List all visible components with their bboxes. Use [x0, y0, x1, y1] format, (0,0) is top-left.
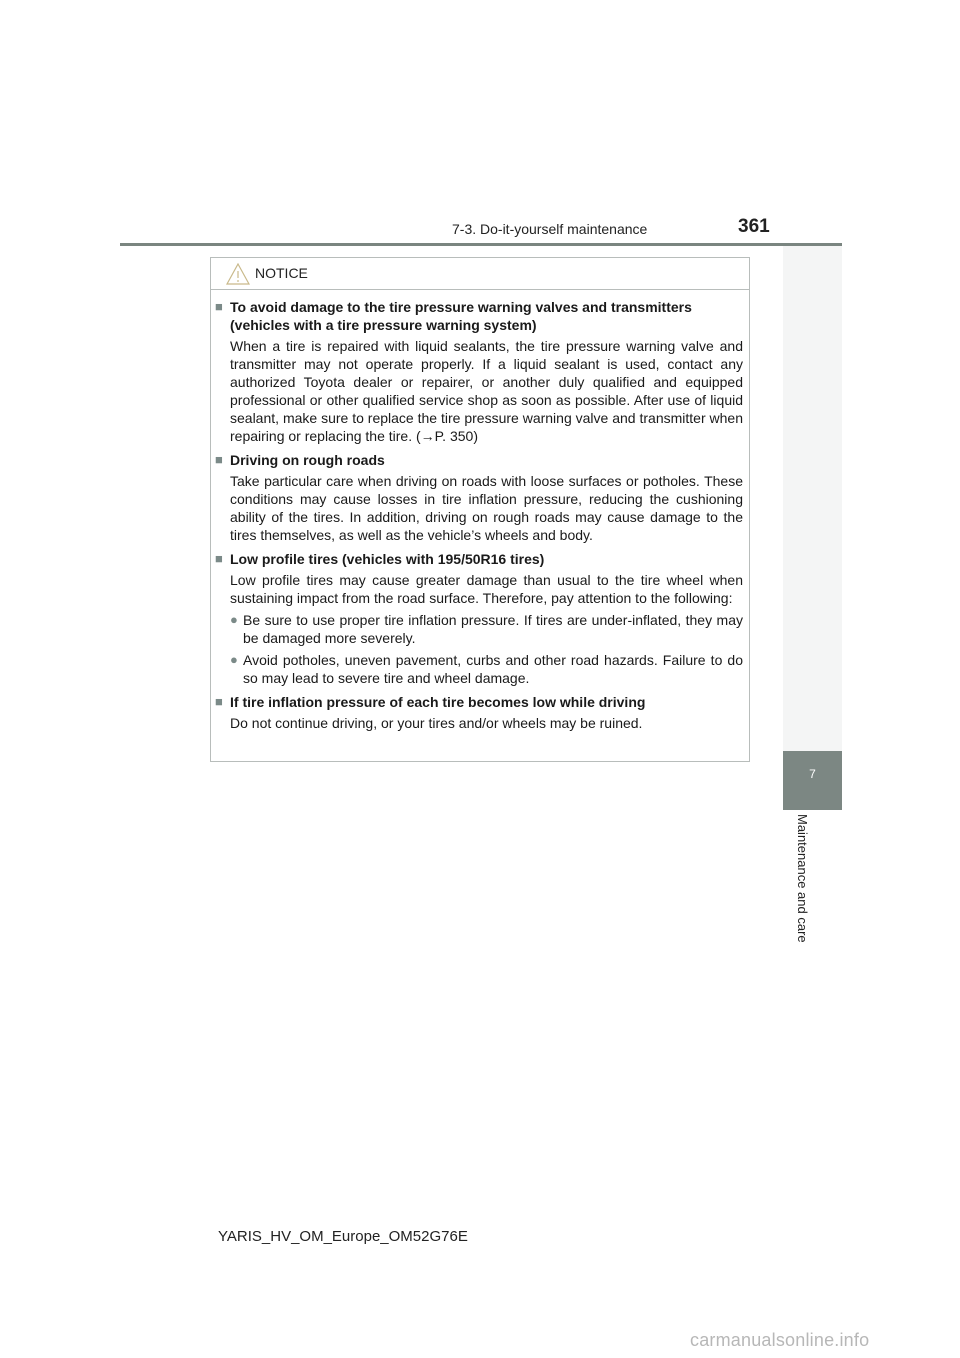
square-bullet-icon: ■ — [215, 299, 223, 314]
section-heading — [215, 298, 743, 334]
section-body: Do not continue driving, or your tires and/or wheels may be ruined. — [230, 715, 643, 731]
section-heading-text: Low profile tires (vehicles with 195/50R16 tires) — [230, 551, 545, 567]
notice-section — [215, 298, 743, 445]
notice-header — [211, 258, 749, 290]
section-heading — [215, 451, 743, 469]
section-heading-text: To avoid damage to the tire pressure warning valves and transmitters — [230, 299, 692, 315]
square-bullet-icon: ■ — [215, 452, 223, 467]
section-body: When a tire is repaired with liquid sealants, the tire pressure warning valve and transmitter may not operate properly. If a liquid sealant is used, contact any authorized Toyota dealer or repairer, or another duly qualified and equipped professional or other qualified service shop as soon as possible. After use of liquid sealant, make sure to replace the tire pressure warning valve and transmitter when repairing or replacing the tire. (→P. 350) — [230, 338, 743, 444]
section-heading — [215, 693, 743, 711]
circle-bullet-icon: ● — [230, 652, 238, 667]
notice-section — [215, 550, 743, 687]
section-body: Low profile tires may cause greater damage than usual to the tire wheel when sustaining impact from the road surface. Therefore, pay attention to the following: — [230, 572, 743, 606]
list-item — [230, 611, 743, 647]
watermark: carmanualsonline.info — [690, 1330, 870, 1350]
section-heading-text: (vehicles with a tire pressure warning system) — [230, 317, 537, 333]
bullet-text: Be sure to use proper tire inflation pressure. If tires are under-inflated, they may be damaged more severely. — [243, 612, 743, 646]
section-heading-text: Driving on rough roads — [230, 452, 385, 468]
square-bullet-icon: ■ — [215, 694, 223, 709]
header-rule — [120, 243, 842, 246]
section-body: Take particular care when driving on roads with loose surfaces or potholes. These conditions may cause losses in tire inflation pressure, reducing the cushioning ability of the tires. In addition, driving on rough roads may cause damage to the tires themselves, as well as the vehicle’s wheels and body. — [230, 473, 743, 543]
square-bullet-icon: ■ — [215, 551, 223, 566]
side-rule — [783, 246, 842, 751]
circle-bullet-icon: ● — [230, 612, 238, 627]
header-section-title: 7-3. Do-it-yourself maintenance — [452, 221, 648, 237]
section-heading-text: If tire inflation pressure of each tire becomes low while driving — [230, 694, 646, 710]
chapter-label-wrap — [783, 810, 842, 980]
notice-section — [215, 693, 743, 732]
document-code: YARIS_HV_OM_Europe_OM52G76E — [218, 1228, 468, 1245]
notice-box — [210, 257, 750, 762]
page-number: 361 — [738, 216, 770, 237]
notice-title: NOTICE — [255, 265, 308, 281]
bullet-text: Avoid potholes, uneven pavement, curbs and other road hazards. Failure to do so may lead to severe tire and wheel damage. — [243, 652, 743, 686]
notice-body — [215, 298, 743, 738]
list-item — [230, 651, 743, 687]
chapter-tab — [783, 751, 842, 810]
chapter-label: Maintenance and care — [795, 814, 810, 943]
chapter-number: 7 — [809, 767, 816, 781]
notice-section — [215, 451, 743, 544]
warning-triangle-icon — [226, 263, 250, 285]
section-heading — [215, 550, 743, 568]
